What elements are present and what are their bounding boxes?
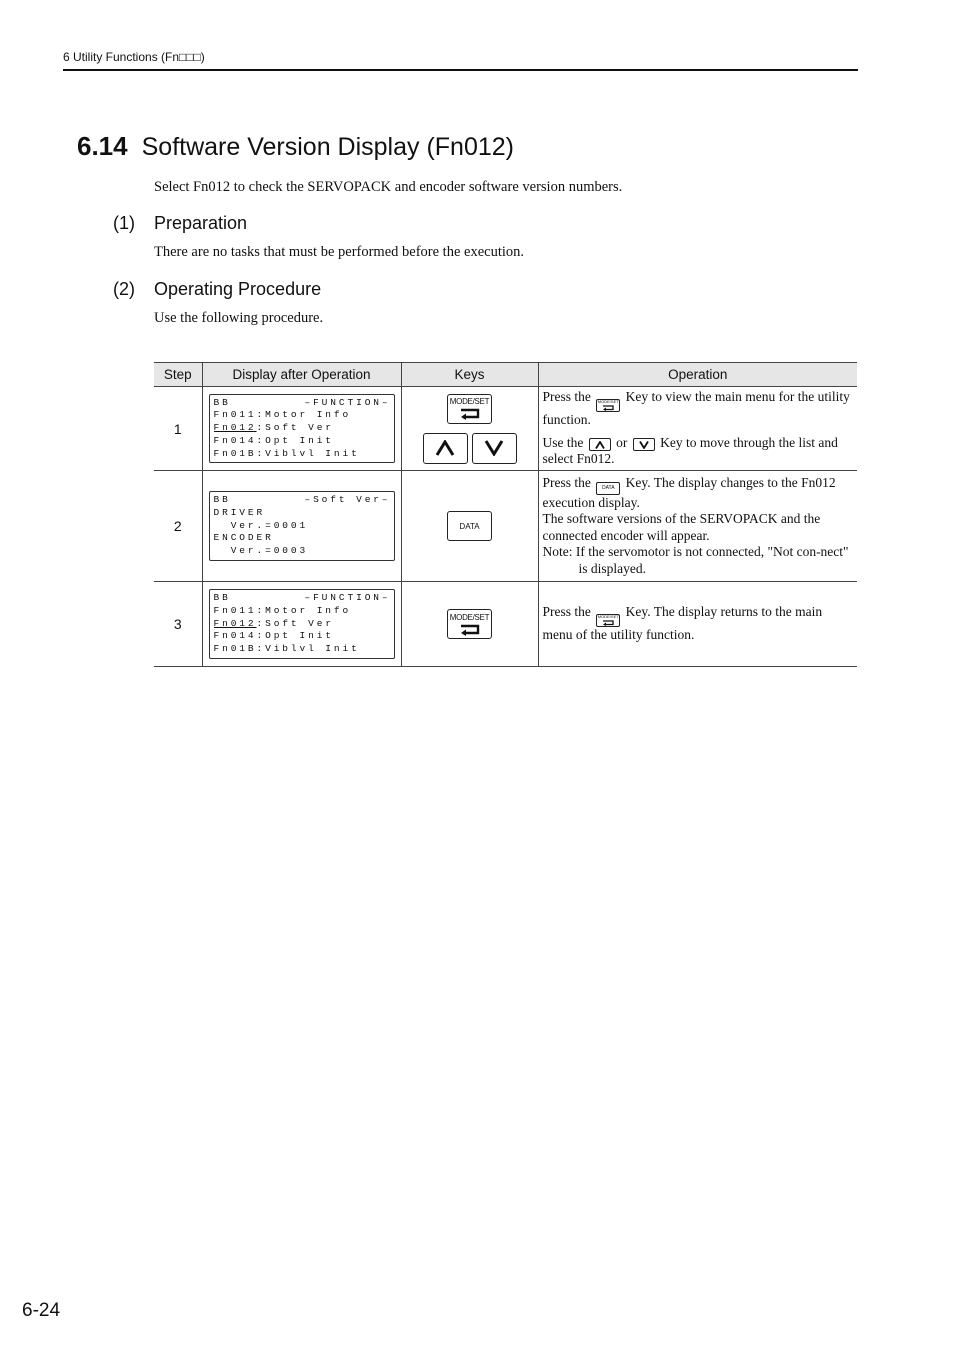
op-text: Key. The display changes to the Fn012 execution display. (542, 474, 836, 510)
display-cell (202, 471, 401, 582)
lcd-cursor-code: Fn012 (213, 617, 257, 629)
op-text: Key to view the main menu for the utility function. (542, 389, 850, 428)
lcd-line-rest: :Soft Ver (256, 422, 334, 434)
header-rule (63, 69, 858, 71)
table-row (154, 387, 857, 471)
key-label: MODE/SET (449, 397, 490, 406)
op-text: Key to move through the list and select Fn012. (542, 434, 838, 467)
step-number: 2 (154, 471, 202, 582)
lcd-line-rest: :Soft Ver (256, 617, 334, 629)
step-number: 3 (154, 582, 202, 667)
section-title-text: Software Version Display (Fn012) (141, 133, 514, 161)
lcd-line: Ver.=0003 (213, 545, 309, 557)
lcd-line: ENCODER (213, 532, 274, 544)
subheading-number: (2) (113, 279, 135, 299)
op-note: Note: If the servomotor is not connected, "Not con-nect" is displayed. (542, 544, 849, 576)
up-key-icon (589, 438, 611, 451)
keys-cell (401, 582, 538, 667)
down-arrow-icon (484, 440, 504, 456)
operation-cell (538, 387, 857, 471)
return-arrow-icon (601, 404, 615, 411)
operation-cell (538, 582, 857, 667)
lcd-display (209, 589, 395, 659)
return-arrow-icon (458, 622, 482, 636)
lcd-cursor-code: Fn012 (213, 422, 257, 434)
return-arrow-icon (601, 619, 615, 626)
mode-set-key-icon (596, 399, 620, 412)
lcd-line (214, 494, 394, 507)
lcd-line: DRIVER (213, 506, 266, 518)
op-text: The software versions of the SERVOPACK and the connected encoder will appear. (542, 511, 821, 543)
lcd-line: Fn014:Opt Init (213, 630, 334, 642)
lcd-display (209, 491, 395, 561)
table-header-row (154, 363, 857, 387)
mode-set-key (447, 394, 492, 424)
up-arrow-icon (435, 440, 455, 456)
lcd-mode: –FUNCTION– (304, 592, 391, 603)
lcd-line: Fn01B:Viblvl Init (213, 643, 360, 655)
section-title (77, 131, 514, 162)
mode-set-key-icon (596, 614, 620, 627)
subheading-text: Operating Procedure (154, 279, 322, 299)
header-step: Step (154, 363, 202, 387)
lcd-status: BB (213, 592, 231, 603)
display-cell (202, 582, 401, 667)
table-row (154, 471, 857, 582)
subheading-number: (1) (113, 213, 135, 233)
page-number: 6-24 (22, 1300, 61, 1321)
down-arrow-icon (639, 441, 649, 449)
lcd-line-selected (214, 422, 394, 435)
return-arrow-icon (458, 406, 482, 420)
lcd-line: Fn014:Opt Init (213, 434, 334, 446)
up-key (423, 433, 468, 464)
display-cell (202, 387, 401, 471)
key-label: MODE/SET (597, 399, 619, 405)
keys-cell (401, 471, 538, 582)
op-text: or (616, 434, 628, 450)
op-text: Use the (542, 434, 584, 450)
lcd-line: Fn011:Motor Info (213, 409, 352, 421)
key-label: MODE/SET (597, 614, 619, 620)
table-row (154, 582, 857, 667)
lcd-line (214, 592, 394, 605)
subheading-text: Preparation (154, 213, 248, 233)
lcd-line: Ver.=0001 (213, 519, 309, 531)
lcd-line: Fn01B:Viblvl Init (213, 447, 360, 459)
data-key-icon: DATA (596, 482, 620, 495)
running-header: 6 Utility Functions (Fn□□□) (63, 50, 205, 64)
keys-cell (401, 387, 538, 471)
subheading-operating-procedure (113, 279, 321, 300)
op-text: Press the (542, 389, 591, 405)
procedure-text: Use the following procedure. (154, 310, 324, 326)
lcd-status: BB (213, 396, 231, 408)
header-display: Display after Operation (202, 363, 401, 387)
lcd-mode: –Soft Ver– (304, 494, 391, 505)
key-label: MODE/SET (449, 612, 490, 622)
lcd-line-selected (214, 618, 394, 631)
down-key-icon (633, 438, 655, 451)
op-text: Key. The display returns to the main menu of the utility function. (542, 604, 823, 643)
section-intro: Select Fn012 to check the SERVOPACK and encoder software version numbers. (154, 179, 623, 195)
subheading-preparation (113, 213, 247, 234)
data-key: DATA (447, 511, 492, 541)
header-keys: Keys (401, 363, 538, 387)
header-operation: Operation (538, 363, 857, 387)
section-number: 6.14 (77, 131, 128, 161)
lcd-display (209, 394, 395, 464)
procedure-table (154, 362, 857, 667)
lcd-status: BB (213, 494, 231, 505)
op-text: Press the (542, 474, 591, 490)
operation-cell (538, 471, 857, 582)
lcd-mode: –FUNCTION– (304, 396, 391, 408)
op-text: Press the (542, 604, 591, 620)
lcd-line: Fn011:Motor Info (213, 604, 352, 616)
preparation-text: There are no tasks that must be performed before the execution. (154, 244, 525, 260)
step-number: 1 (154, 387, 202, 471)
down-key (472, 433, 517, 464)
lcd-line (214, 397, 394, 410)
mode-set-key (447, 609, 492, 639)
up-arrow-icon (595, 441, 605, 449)
